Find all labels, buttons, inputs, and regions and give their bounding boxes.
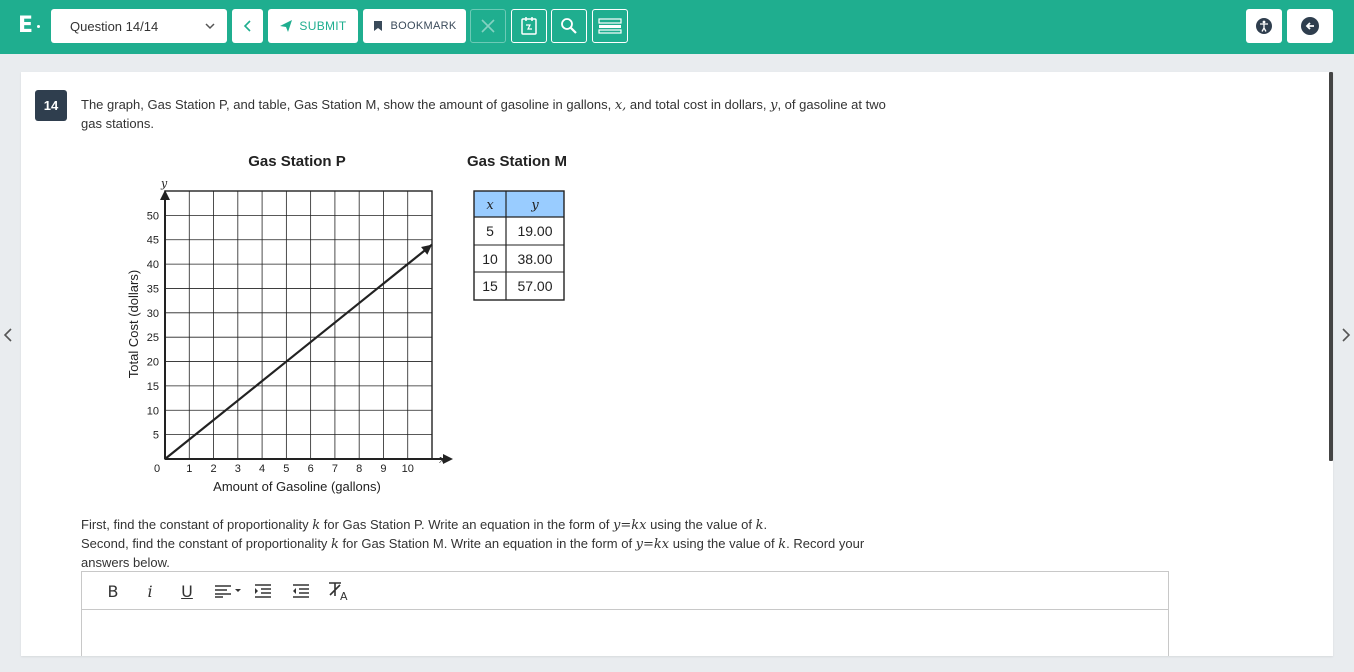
y-tick-label: 50: [146, 210, 159, 223]
math-var-k: k: [312, 518, 321, 533]
question-text: [81, 96, 901, 133]
previous-page-arrow-icon[interactable]: [3, 326, 13, 344]
calculator-button[interactable]: [511, 9, 547, 43]
menu-button[interactable]: [592, 9, 628, 43]
y-tick-label: 35: [146, 283, 159, 296]
underline-icon: U: [181, 581, 193, 601]
close-icon: [480, 18, 496, 34]
chevron-down-icon: [204, 20, 216, 32]
y-tick-label: 25: [146, 332, 159, 345]
math-equation: y=kx: [635, 537, 670, 552]
magnifier-icon: [560, 17, 578, 35]
question-text-part: and total cost in dollars,: [626, 97, 771, 112]
y-tick-label: 15: [146, 380, 159, 393]
answer-editor: [81, 571, 1169, 656]
math-var-k: k: [755, 518, 764, 533]
instr-text: First, find the constant of proportionality: [81, 517, 313, 532]
x-tick-label: 5: [283, 463, 290, 475]
instructions: [81, 516, 901, 572]
table-header-y: y: [531, 198, 539, 213]
x-tick-label: 3: [234, 463, 241, 475]
x-tick-label: 0: [153, 463, 161, 475]
gas-station-m-table: [474, 191, 564, 300]
table-cell: 19.00: [517, 223, 553, 239]
close-button[interactable]: [470, 9, 506, 43]
zoom-button[interactable]: [551, 9, 587, 43]
y-tick-label: 40: [146, 259, 159, 272]
scrollbar[interactable]: [1329, 72, 1333, 461]
x-tick-label: 6: [307, 463, 314, 475]
y-tick-label: 5: [152, 429, 159, 442]
data-line: [165, 245, 432, 459]
align-dropdown-button[interactable]: [212, 580, 244, 602]
table-cell: 10: [482, 251, 498, 267]
x-tick-label: 2: [210, 463, 217, 475]
instr-text: for Gas Station P. Write an equation in the form of: [320, 517, 614, 532]
y-axis-label: Total Cost (dollars): [126, 269, 141, 379]
y-axis-letter: y: [161, 177, 168, 190]
y-tick-label: 10: [146, 405, 159, 418]
y-tick-label: 45: [146, 234, 159, 247]
send-icon: [279, 19, 293, 33]
graph-axes: [160, 190, 453, 464]
exit-icon: [1300, 16, 1320, 36]
accessibility-icon: [1255, 17, 1273, 35]
figure: [121, 152, 621, 497]
exit-button[interactable]: [1287, 9, 1333, 43]
italic-button[interactable]: [140, 580, 160, 602]
submit-button[interactable]: [268, 9, 358, 43]
instr-text: for Gas Station M. Write an equation in the form of: [338, 536, 636, 551]
instr-text: using the value of: [669, 536, 779, 551]
indent-button[interactable]: [252, 580, 274, 602]
table-title: Gas Station M: [466, 153, 568, 170]
math-var-k: k: [778, 537, 787, 552]
editor-toolbar: [82, 572, 1168, 610]
x-axis-letter: x: [439, 453, 446, 466]
question-select-label: Question 14/14: [70, 19, 159, 34]
accessibility-button[interactable]: [1246, 9, 1282, 43]
indent-icon: [254, 584, 272, 598]
app-logo: E: [18, 13, 34, 38]
previous-button[interactable]: [232, 9, 263, 43]
question-text-part: , of gasoline at two gas stations.: [81, 97, 886, 131]
plot-border: [165, 191, 432, 459]
table-cell: 57.00: [517, 278, 553, 294]
x-tick-label: 10: [401, 463, 414, 475]
logo-dot: [37, 25, 40, 28]
question-text-part: The graph, Gas Station P, and table, Gas Station M, show the amount of gasoline in gallons,: [81, 97, 615, 112]
math-var-x: x,: [614, 98, 627, 113]
outdent-icon: [292, 584, 310, 598]
question-card: [21, 72, 1333, 656]
table-cell: 38.00: [517, 251, 553, 267]
x-axis-label: Amount of Gasoline (gallons): [213, 479, 381, 494]
submit-label: SUBMIT: [299, 19, 347, 33]
bold-icon: B: [107, 581, 119, 601]
math-equation: y=kx: [613, 518, 647, 533]
bookmark-button[interactable]: [363, 9, 466, 43]
align-icon: [213, 584, 243, 598]
x-tick-label: 7: [331, 463, 338, 475]
x-tick-label: 8: [356, 463, 363, 475]
graph-title: Gas Station P: [248, 153, 346, 170]
table-cell: 15: [482, 278, 498, 294]
instr-text: using the value of: [646, 517, 756, 532]
table-header-x: x: [486, 198, 494, 213]
instr-text: . Record your answers below.: [81, 536, 865, 570]
math-var-y: y: [770, 98, 778, 113]
x-tick-labels: [154, 463, 414, 475]
top-toolbar: [0, 0, 1354, 54]
y-tick-label: 20: [146, 356, 159, 369]
underline-button[interactable]: [176, 580, 198, 602]
y-tick-labels: [147, 210, 159, 441]
instr-text: Second, find the constant of proportionality: [81, 536, 332, 551]
question-number-badge: 14: [35, 90, 67, 121]
instr-text: .: [763, 517, 768, 532]
next-page-arrow-icon[interactable]: [1341, 326, 1351, 344]
x-tick-label: 1: [186, 463, 193, 475]
menu-icon: [598, 17, 622, 35]
bold-button[interactable]: [102, 580, 124, 602]
math-var-k: k: [331, 537, 339, 552]
bookmark-icon: [373, 20, 383, 32]
clear-format-icon: [327, 581, 351, 601]
back-arrow-icon: [242, 19, 254, 33]
x-tick-label: 4: [259, 463, 266, 475]
graph-grid: [165, 191, 432, 459]
italic-icon: i: [147, 581, 153, 601]
question-select[interactable]: [51, 9, 227, 43]
bookmark-label: BOOKMARK: [390, 20, 457, 32]
svg-text:A: A: [340, 590, 348, 601]
table-cell: 5: [486, 223, 494, 239]
data-series: [165, 245, 432, 459]
calculator-icon: [520, 16, 538, 36]
clear-format-button[interactable]: [327, 580, 351, 602]
y-tick-label: 30: [146, 307, 159, 320]
x-tick-label: 9: [380, 463, 387, 475]
outdent-button[interactable]: [290, 580, 312, 602]
